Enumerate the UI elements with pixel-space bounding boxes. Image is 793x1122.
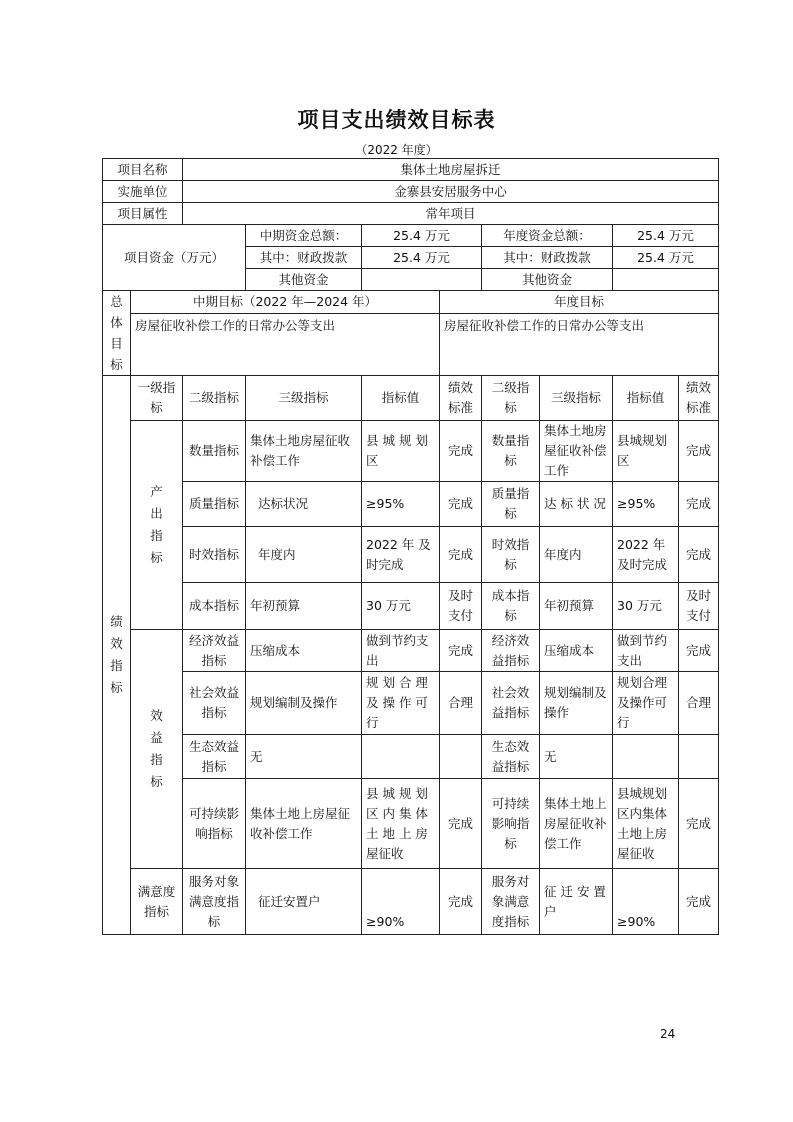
attr-label: 项目属性 xyxy=(103,203,183,225)
unit-value: 金寨县安居服务中心 xyxy=(183,181,719,203)
header-l1: 一级指标 xyxy=(131,376,183,421)
row-standard: 完成 xyxy=(440,482,482,527)
header-l3-year: 三级指标 xyxy=(540,376,613,421)
row-l2-year: 可持续影响指标 xyxy=(482,779,540,869)
row-l2-year: 质量指标 xyxy=(482,482,540,527)
row-standard xyxy=(440,735,482,779)
header-l3: 三级指标 xyxy=(246,376,362,421)
table-row xyxy=(103,672,719,735)
mid-other-value xyxy=(362,269,482,291)
row-l3-year: 年度内 xyxy=(540,527,613,583)
table-row xyxy=(103,735,719,779)
year-total-value: 25.4 万元 xyxy=(613,225,719,247)
project-name-label: 项目名称 xyxy=(103,159,183,181)
other-label: 其他资金 xyxy=(246,269,362,291)
unit-label: 实施单位 xyxy=(103,181,183,203)
funds-label: 项目资金（万元） xyxy=(103,225,246,291)
row-l2-year: 数量指标 xyxy=(482,421,540,482)
table-row xyxy=(103,869,719,935)
row-value: 2022 年 及时完成 xyxy=(362,527,440,583)
row-l3: 征迁安置户 xyxy=(246,869,362,935)
row-l2-year: 社会效益指标 xyxy=(482,672,540,735)
row-l3-year: 达 标 状 况 xyxy=(540,482,613,527)
row-l2-year: 经济效益指标 xyxy=(482,630,540,672)
header-standard: 绩效标准 xyxy=(440,376,482,421)
row-l2: 质量指标 xyxy=(183,482,246,527)
header-value: 指标值 xyxy=(362,376,440,421)
row-l2: 经济效益指标 xyxy=(183,630,246,672)
row-l2: 社会效益指标 xyxy=(183,672,246,735)
other-label-year: 其他资金 xyxy=(482,269,613,291)
row-value: 做到节约支出 xyxy=(362,630,440,672)
mid-goal-text: 房屋征收补偿工作的日常办公等支出 xyxy=(131,313,440,375)
table-row xyxy=(103,527,719,583)
group-output-label: 产出指标 xyxy=(131,421,183,630)
row-indicator-header xyxy=(103,376,719,421)
row-l3-year: 集体土地上房屋征收补偿工作 xyxy=(540,779,613,869)
row-l3: 年度内 xyxy=(246,527,362,583)
table-row xyxy=(103,583,719,630)
year-other-value xyxy=(613,269,719,291)
row-l2-year: 成本指标 xyxy=(482,583,540,630)
row-value: 县 城 规 划 区 内 集 体 土 地 上 房 屋征收 xyxy=(362,779,440,869)
row-l2-year: 时效指标 xyxy=(482,527,540,583)
row-l2-year: 服务对象满意度指标 xyxy=(482,869,540,935)
row-value-year: 做到节约支出 xyxy=(613,630,679,672)
page-number: 24 xyxy=(660,1027,676,1041)
row-standard-year: 完成 xyxy=(679,482,719,527)
row-value-year: 规划合理及操作可行 xyxy=(613,672,679,735)
mid-total-value: 25.4 万元 xyxy=(362,225,482,247)
row-l2-year: 生态效益指标 xyxy=(482,735,540,779)
row-l2: 可持续影响指标 xyxy=(183,779,246,869)
row-l3-year: 集体土地房屋征收补偿工作 xyxy=(540,421,613,482)
row-l2: 数量指标 xyxy=(183,421,246,482)
row-l2: 时效指标 xyxy=(183,527,246,583)
group-satisfaction-label: 满意度指标 xyxy=(131,869,183,935)
header-l2: 二级指标 xyxy=(183,376,246,421)
row-attr xyxy=(103,203,719,225)
table-row xyxy=(103,482,719,527)
row-l3: 集体土地上房屋征收补偿工作 xyxy=(246,779,362,869)
row-project-name xyxy=(103,159,719,181)
year-goal-text: 房屋征收补偿工作的日常办公等支出 xyxy=(440,313,719,375)
row-standard: 合理 xyxy=(440,672,482,735)
row-value xyxy=(362,735,440,779)
header-standard-year: 绩效标准 xyxy=(679,376,719,421)
row-unit xyxy=(103,181,719,203)
header-value-year: 指标值 xyxy=(613,376,679,421)
row-standard: 完成 xyxy=(440,421,482,482)
row-value-year: ≥90% xyxy=(613,869,679,935)
performance-table xyxy=(102,158,719,935)
row-standard-year: 完成 xyxy=(679,421,719,482)
fiscal-label: 其中：财政拨款 xyxy=(246,247,362,269)
row-value-year: 2022 年 及时完成 xyxy=(613,527,679,583)
row-l2: 成本指标 xyxy=(183,583,246,630)
table-row xyxy=(103,630,719,672)
row-l3-year: 征 迁 安 置户 xyxy=(540,869,613,935)
row-value-year: 30 万元 xyxy=(613,583,679,630)
table-row xyxy=(103,421,719,482)
row-l2: 生态效益指标 xyxy=(183,735,246,779)
row-standard-year: 完成 xyxy=(679,779,719,869)
row-value: 规 划 合 理 及 操 作 可 行 xyxy=(362,672,440,735)
overall-goal-label: 总体目标 xyxy=(103,291,131,376)
perf-indicator-label: 绩效指标 xyxy=(103,376,131,935)
mid-total-label: 中期资金总额： xyxy=(246,225,362,247)
row-l3: 规划编制及操作 xyxy=(246,672,362,735)
row-standard-year: 完成 xyxy=(679,869,719,935)
row-funds-total xyxy=(103,225,719,247)
row-l3: 达标状况 xyxy=(246,482,362,527)
row-standard: 完成 xyxy=(440,527,482,583)
row-l3: 无 xyxy=(246,735,362,779)
row-l3: 集体土地房屋征收补偿工作 xyxy=(246,421,362,482)
fiscal-label-year: 其中：财政拨款 xyxy=(482,247,613,269)
row-value: ≥95% xyxy=(362,482,440,527)
row-value: 县 城 规 划 区 xyxy=(362,421,440,482)
year-goal-header: 年度目标 xyxy=(440,291,719,314)
row-value: 30 万元 xyxy=(362,583,440,630)
attr-value: 常年项目 xyxy=(183,203,719,225)
row-standard-year xyxy=(679,735,719,779)
mid-goal-header: 中期目标（2022 年—2024 年） xyxy=(131,291,440,314)
row-standard-year: 完成 xyxy=(679,527,719,583)
mid-fiscal-value: 25.4 万元 xyxy=(362,247,482,269)
row-value-year xyxy=(613,735,679,779)
row-standard: 完成 xyxy=(440,779,482,869)
page-title: 项目支出绩效目标表 xyxy=(297,108,496,132)
row-value-year: 县城规划区内集体土地上房屋征收 xyxy=(613,779,679,869)
group-benefit-label: 效益指标 xyxy=(131,630,183,869)
header-l2-year: 二级指标 xyxy=(482,376,540,421)
year-fiscal-value: 25.4 万元 xyxy=(613,247,719,269)
year-total-label: 年度资金总额： xyxy=(482,225,613,247)
row-standard: 完成 xyxy=(440,869,482,935)
row-goal-content xyxy=(103,313,719,375)
project-name-value: 集体土地房屋拆迁 xyxy=(183,159,719,181)
row-value-year: ≥95% xyxy=(613,482,679,527)
row-value-year: 县城规划区 xyxy=(613,421,679,482)
row-l3-year: 规划编制及操作 xyxy=(540,672,613,735)
row-value: ≥90% xyxy=(362,869,440,935)
row-standard: 及时支付 xyxy=(440,583,482,630)
row-l2: 服务对象满意度指标 xyxy=(183,869,246,935)
row-standard-year: 完成 xyxy=(679,630,719,672)
row-l3: 年初预算 xyxy=(246,583,362,630)
fiscal-year: （2022 年度） xyxy=(355,143,438,157)
row-standard-year: 合理 xyxy=(679,672,719,735)
row-l3-year: 压缩成本 xyxy=(540,630,613,672)
table-row xyxy=(103,779,719,869)
row-standard-year: 及时支付 xyxy=(679,583,719,630)
row-l3: 压缩成本 xyxy=(246,630,362,672)
row-goal-headers xyxy=(103,291,719,314)
row-standard: 完成 xyxy=(440,630,482,672)
row-l3-year: 年初预算 xyxy=(540,583,613,630)
row-l3-year: 无 xyxy=(540,735,613,779)
